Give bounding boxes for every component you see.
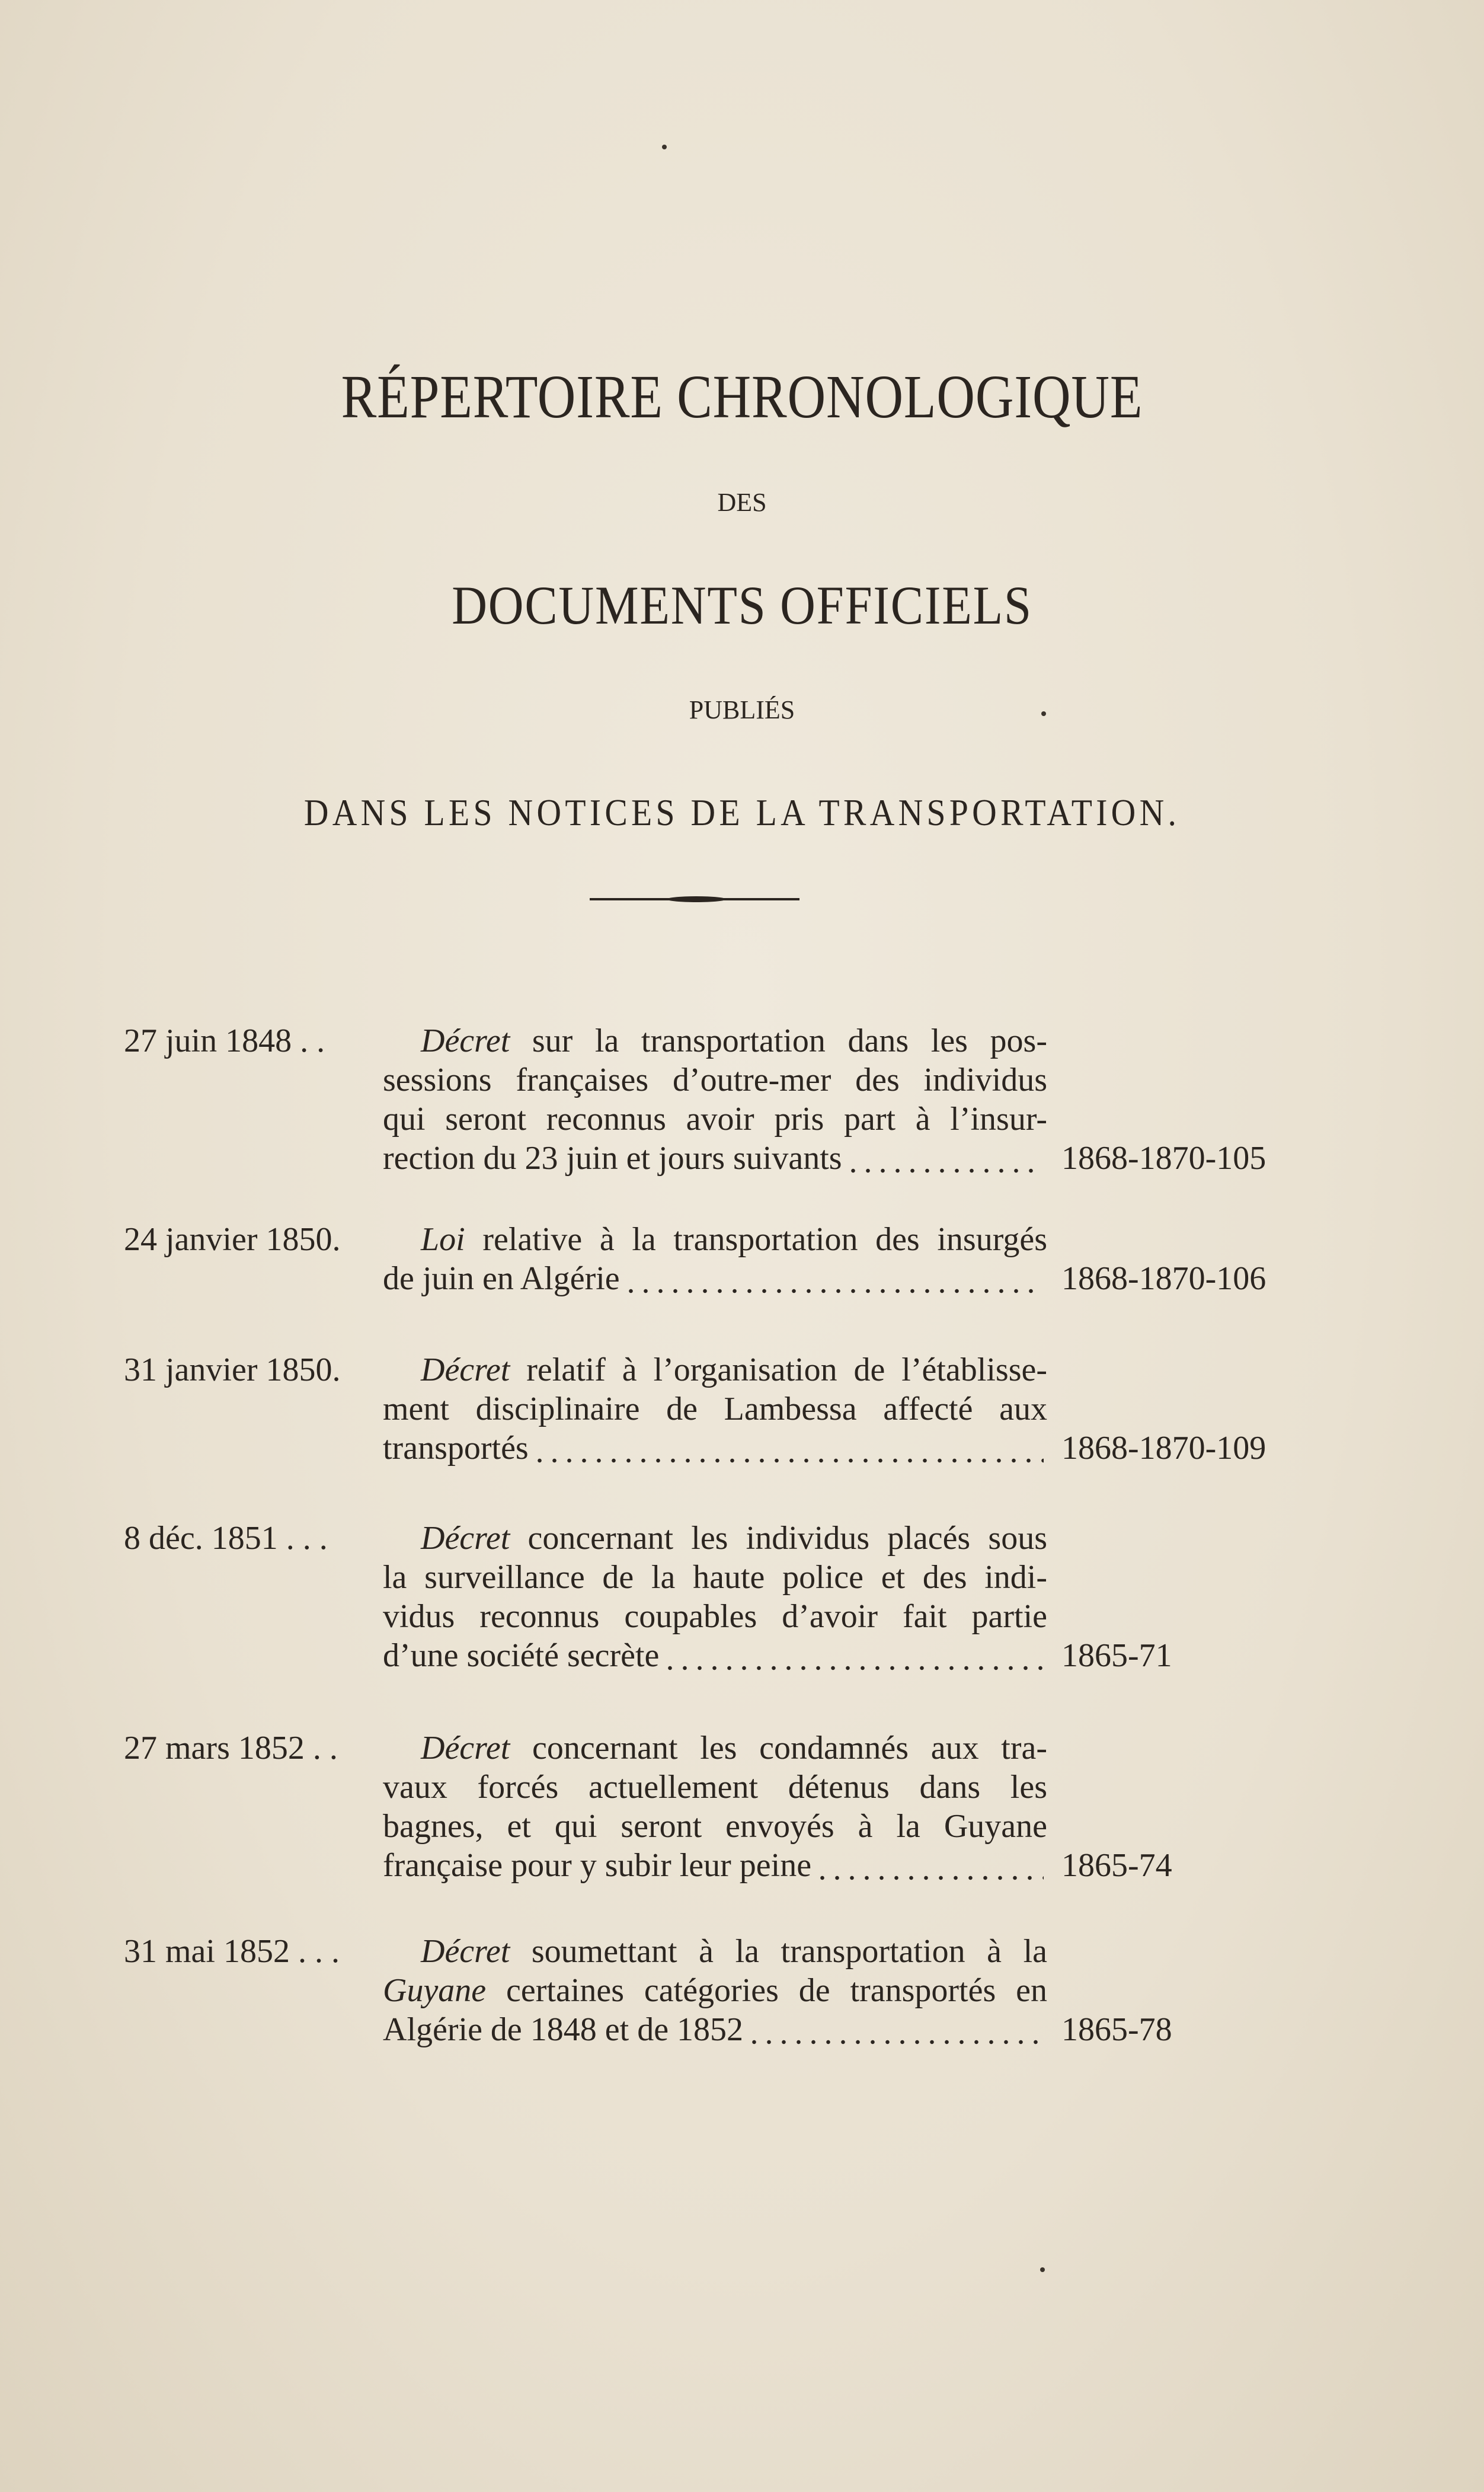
entry-line xyxy=(383,1100,1047,1139)
entry-line xyxy=(383,1729,1047,1768)
entry-line xyxy=(383,1558,1047,1597)
entry-text: qui seront reconnus avoir pris part à l’insur- xyxy=(383,1101,1047,1138)
entry-text: certaines catégories de transportés en xyxy=(486,1972,1047,2009)
document-type: Décret xyxy=(421,1520,510,1557)
paper-speck xyxy=(662,145,667,149)
entry-description xyxy=(383,1220,1047,1298)
entry-line xyxy=(383,1597,1047,1636)
entry-date: 27 juin 1848 . . xyxy=(124,1023,325,1059)
source-heading: DANS LES NOTICES DE LA TRANSPORTATION. xyxy=(303,791,1181,833)
entry-text: vaux forcés actuellement détenus dans les xyxy=(383,1769,1047,1806)
page-reference: 1865-71 xyxy=(1061,1637,1172,1674)
entry-date: 31 mai 1852 . . . xyxy=(124,1933,340,1970)
entry-date: 31 janvier 1850. xyxy=(124,1352,341,1388)
document-type: Décret xyxy=(421,1933,510,1970)
page-reference: 1868-1870-106 xyxy=(1061,1260,1266,1297)
entry-line xyxy=(383,1021,1047,1060)
entry-line xyxy=(383,1636,1047,1675)
document-type: Guyane xyxy=(383,1972,487,2009)
document-type: Décret xyxy=(421,1023,510,1059)
entry-line xyxy=(383,1389,1047,1429)
page-reference: 1865-78 xyxy=(1061,2011,1172,2048)
entry-line xyxy=(383,1060,1047,1100)
ornamental-rule xyxy=(590,898,799,900)
entry-line xyxy=(383,1429,1047,1468)
entry-description xyxy=(383,1519,1047,1675)
entry-description xyxy=(383,1932,1047,2049)
entry-date: 8 déc. 1851 . . . xyxy=(124,1520,328,1557)
entry-line xyxy=(383,1971,1047,2010)
dot-leader xyxy=(663,1636,1044,1675)
entry-text: bagnes, et qui seront envoyés à la Guyane xyxy=(383,1808,1047,1845)
dot-leader xyxy=(747,2010,1044,2049)
entry-line xyxy=(383,1807,1047,1846)
entry-line xyxy=(383,2010,1047,2049)
entry-text: rection du 23 juin et jours suivants xyxy=(383,1140,842,1177)
entry-line xyxy=(383,1350,1047,1389)
document-type: Décret xyxy=(421,1352,510,1388)
entry-line xyxy=(383,1846,1047,1885)
entry-description xyxy=(383,1021,1047,1178)
dot-leader xyxy=(623,1259,1044,1298)
entry-text: sur la transportation dans les pos- xyxy=(510,1023,1047,1059)
page-reference: 1868-1870-109 xyxy=(1061,1430,1266,1467)
entry-line xyxy=(383,1259,1047,1298)
entry-text: relatif à l’organisation de l’établisse- xyxy=(510,1352,1047,1388)
title-connector-des: DES xyxy=(717,488,767,517)
entry-description xyxy=(383,1350,1047,1468)
entry-text: transportés xyxy=(383,1430,529,1467)
paper-speck xyxy=(1040,2267,1045,2272)
entry-line xyxy=(383,1220,1047,1259)
entry-text: concernant les individus placés sous xyxy=(510,1520,1047,1557)
page-subtitle: DOCUMENTS OFFICIELS xyxy=(452,575,1032,635)
page-reference: 1868-1870-105 xyxy=(1061,1140,1266,1177)
entry-line xyxy=(383,1932,1047,1971)
entry-line xyxy=(383,1139,1047,1178)
entry-text: relative à la transportation des insurgés xyxy=(465,1221,1047,1258)
dot-leader xyxy=(846,1139,1044,1178)
entry-date: 27 mars 1852 . . xyxy=(124,1730,338,1766)
document-type: Décret xyxy=(421,1730,510,1766)
title-connector-publies: PUBLIÉS xyxy=(689,695,795,724)
entry-text: de juin en Algérie xyxy=(383,1260,620,1297)
entry-line xyxy=(383,1519,1047,1558)
entry-text: française pour y subir leur peine xyxy=(383,1847,812,1884)
page-reference: 1865-74 xyxy=(1061,1847,1172,1884)
entry-text: d’une société secrète xyxy=(383,1637,660,1674)
page-title: RÉPERTOIRE CHRONOLOGIQUE xyxy=(341,363,1143,431)
entry-text: sessions françaises d’outre-mer des individus xyxy=(383,1062,1047,1098)
entry-text: Algérie de 1848 et de 1852 xyxy=(383,2011,744,2048)
entry-text: soumettant à la transportation à la xyxy=(510,1933,1047,1970)
entry-text: ment disciplinaire de Lambessa affecté aux xyxy=(383,1391,1047,1427)
entry-text: concernant les condamnés aux tra- xyxy=(510,1730,1047,1766)
dot-leader xyxy=(815,1846,1044,1885)
entry-text: vidus reconnus coupables d’avoir fait partie xyxy=(383,1598,1047,1635)
entry-line xyxy=(383,1768,1047,1807)
entry-date: 24 janvier 1850. xyxy=(124,1221,341,1258)
entry-text: la surveillance de la haute police et des indi- xyxy=(383,1559,1047,1596)
paper-speck xyxy=(1041,711,1046,716)
entry-description xyxy=(383,1729,1047,1885)
document-type: Loi xyxy=(421,1221,465,1258)
dot-leader xyxy=(532,1429,1044,1468)
